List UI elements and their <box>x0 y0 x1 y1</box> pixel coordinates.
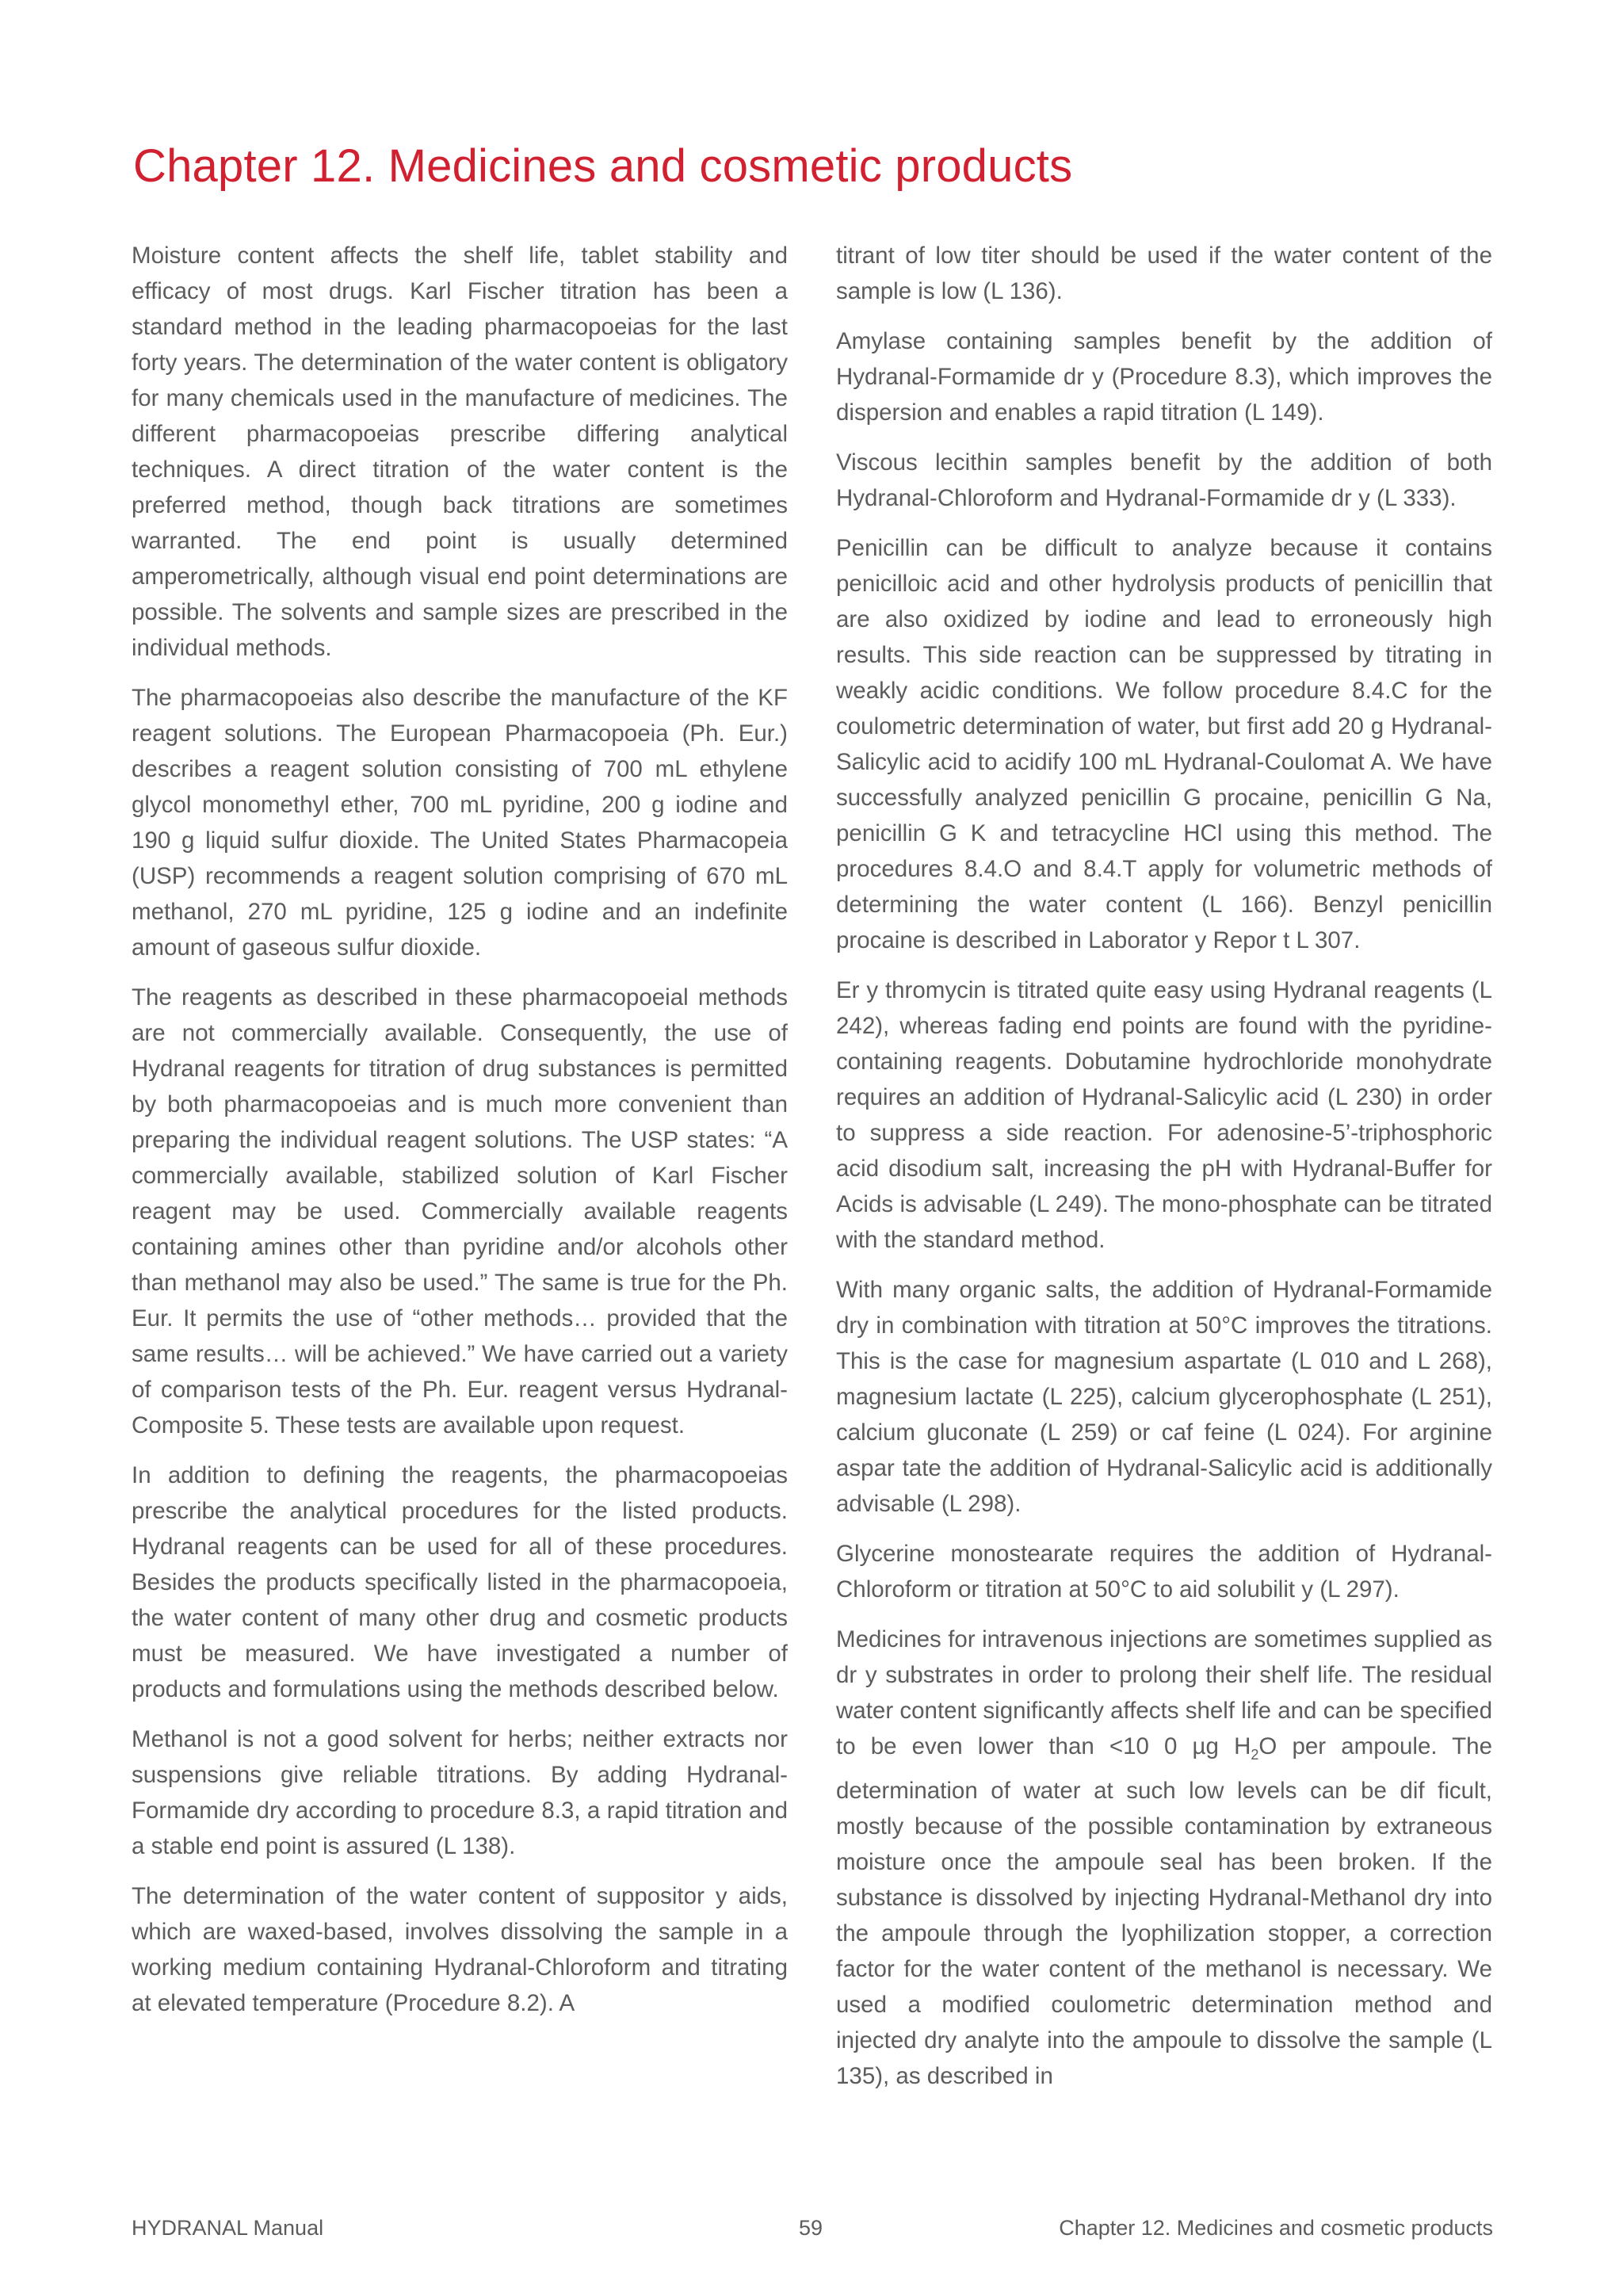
paragraph: The pharmacopoeias also describe the manufacture of the KF reagent solutions. The European Pharmacopoeia (Ph. Eur.) describes a reagent solution consisting of 700 mL ethylene glycol monomethyl ether, 700 mL pyridine, 200 g iodine and 190 g liquid sulfur dioxide. The United States Pharmacopeia (USP) recommends a reagent solution comprising of 670 mL methanol, 270 mL pyridine, 125 g iodine and an indefinite amount of gaseous sulfur dioxide. <box>132 685 788 961</box>
paragraph: Methanol is not a good solvent for herbs; neither extracts nor suspensions give reliable titrations. By adding Hydranal-Formamide dry according to procedure 8.3, a rapid titration and a stable end point is assured (L 138). <box>132 1726 788 1859</box>
paragraph: Viscous lecithin samples benefit by the addition of both Hydranal-Chloroform and Hydranal-Formamide dr y (L 333). <box>836 449 1492 511</box>
footer-chapter-title: Chapter 12. Medicines and cosmetic products <box>1059 2216 1493 2240</box>
paragraph: The determination of the water content of suppositor y aids, which are waxed-based, involves dissolving the sample in a working medium containing Hydranal-Chloroform and titrating at elevated temperature (Procedure 8.2). A <box>132 1883 788 2016</box>
paragraph-intravenous <box>836 1622 1492 2094</box>
paragraph: Moisture content affects the shelf life, tablet stability and efficacy of most drugs. Karl Fischer titration has been a standard method in the leading pharmacopoeias for the last forty years. The determination of the water content is obligatory for many chemicals used in the manufacture of medicines. The different pharmacopoeias prescribe differing analytical techniques. A direct titration of the water content is the preferred method, though back titrations are sometimes warranted. The end point is usually determined amperometrically, although visual end point determinations are possible. The solvents and sample sizes are prescribed in the individual methods. <box>132 243 788 661</box>
paragraph: Er y thromycin is titrated quite easy using Hydranal reagents (L 242), whereas fading end points are found with the pyridine-containing reagents. Dobutamine hydrochloride monohydrate requires an addition of Hydranal-Salicylic acid (L 230) in order to suppress a side reaction. For adenosine-5’-triphosphoric acid disodium salt, increasing the pH with Hydranal-Buffer for Acids is advisable (L 249). The mono-phosphate can be titrated with the standard method. <box>836 977 1492 1253</box>
chapter-title: Chapter 12. Medicines and cosmetic products <box>133 140 1073 192</box>
footer-manual-name: HYDRANAL Manual <box>132 2216 324 2240</box>
paragraph: Glycerine monostearate requires the addition of Hydranal-Chloroform or titration at 50°C to aid solubilit y (L 297). <box>836 1541 1492 1603</box>
left-column <box>132 238 788 2035</box>
paragraph: titrant of low titer should be used if the water content of the sample is low (L 136). <box>836 243 1492 304</box>
paragraph: With many organic salts, the addition of Hydranal-Formamide dry in combination with titration at 50°C improves the titrations. This is the case for magnesium aspartate (L 010 and L 268), magnesium lactate (L 225), calcium glycerophosphate (L 251), calcium gluconate (L 259) or caf feine (L 024). For arginine aspar tate the addition of Hydranal-Salicylic acid is additionally advisable (L 298). <box>836 1277 1492 1517</box>
text-segment: O per ampoule. The determination of water at such low levels can be dif ficult, mostly because of the possible contamination by extraneous moisture once the ampoule seal has been broken. If the substance is dissolved by injecting Hydranal-Methanol dry into the ampoule through the lyophilization stopper, a correction factor for the water content of the methanol is necessary. We used a modified coulometric determination method and injected dry analyte into the ampoule to dissolve the sample (L 135), as described in <box>836 1733 1492 2089</box>
subscript: 2 <box>1251 1746 1259 1763</box>
paragraph: Penicillin can be difficult to analyze because it contains penicilloic acid and other hydrolysis products of penicillin that are also oxidized by iodine and lead to erroneously high results. This side reaction can be suppressed by titrating in weakly acidic conditions. We follow procedure 8.4.C for the coulometric determination of water, but first add 20 g Hydranal-Salicylic acid to acidify 100 mL Hydranal-Coulomat A. We have successfully analyzed penicillin G procaine, penicillin G Na, penicillin G K and tetracycline HCl using this method. The procedures 8.4.O and 8.4.T apply for volumetric methods of determining the water content (L 166). Benzyl penicillin procaine is described in Laborator y Repor t L 307. <box>836 535 1492 953</box>
right-column <box>836 238 1492 2108</box>
text-segment: Medicines for intravenous injections are sometimes supplied as dr y substrates in order to prolong their shelf life. The residual water content significantly affects shelf life and can be specified to be even lower than <10 0 µg H <box>836 1626 1492 1759</box>
paragraph: Amylase containing samples benefit by the addition of Hydranal-Formamide dr y (Procedure 8.3), which improves the dispersion and enables a rapid titration (L 149). <box>836 328 1492 426</box>
paragraph: In addition to defining the reagents, the pharmacopoeias prescribe the analytical procedures for the listed products. Hydranal reagents can be used for all of these procedures. Besides the products specifically listed in the pharmacopoeia, the water content of many other drug and cosmetic products must be measured. We have investigated a number of products and formulations using the methods described below. <box>132 1462 788 1702</box>
paragraph: The reagents as described in these pharmacopoeial methods are not commercially available. Consequently, the use of Hydranal reagents for titration of drug substances is permitted by both pharmacopoeias and is much more convenient than preparing the individual reagent solutions. The USP states: “A commercially available, stabilized solution of Karl Fischer reagent may be used. Commercially available reagents containing amines other than pyridine and/or alcohols other than methanol may also be used.” The same is true for the Ph. Eur. It permits the use of “other methods… provided that the same results… will be achieved.” We have carried out a variety of comparison tests of the Ph. Eur. reagent versus Hydranal-Composite 5. These tests are available upon request. <box>132 984 788 1438</box>
footer-page-number: 59 <box>799 2216 823 2240</box>
